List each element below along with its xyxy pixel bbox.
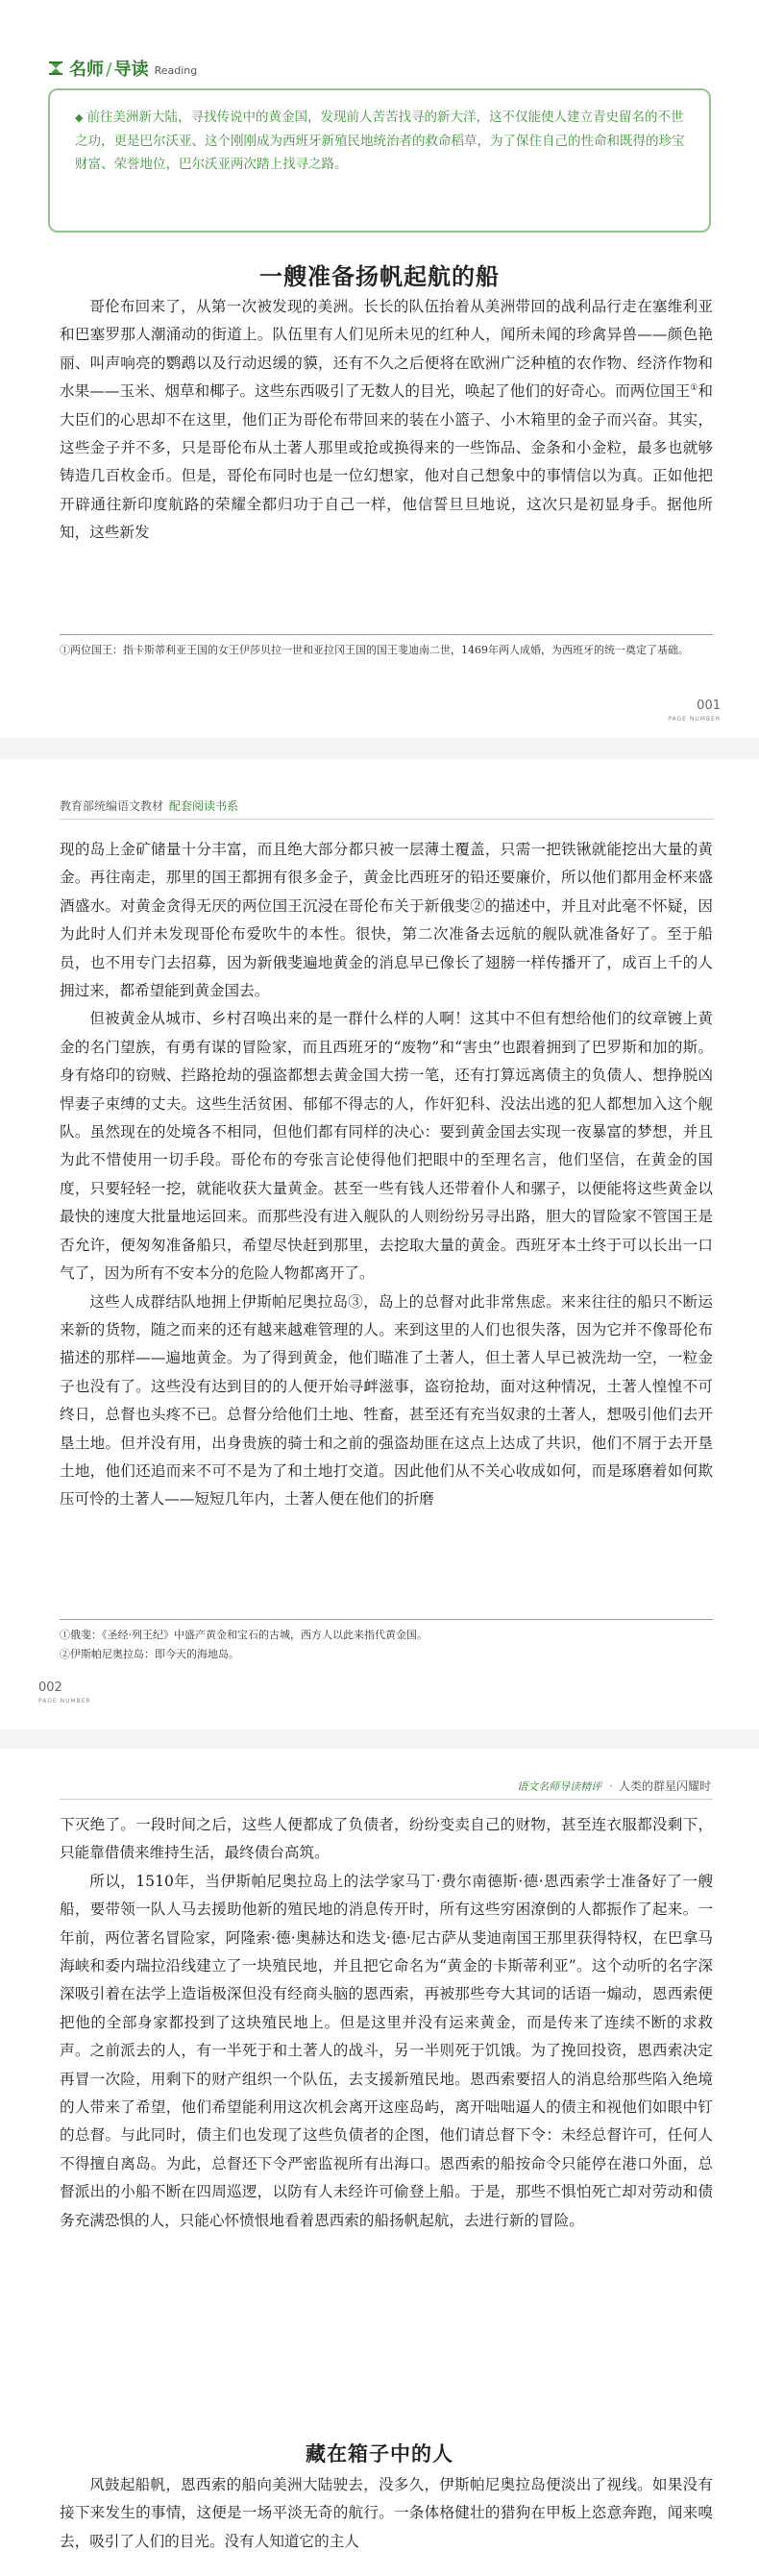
footnote-rule — [60, 1619, 713, 1620]
section-title: 藏在箱子中的人 — [306, 2441, 453, 2466]
reading-intro-box — [48, 88, 711, 233]
footnote: ①俄斐：《圣经·列王纪》中盛产黄金和宝石的古城，西方人以此来指代黄金国。 — [60, 1629, 428, 1641]
running-head — [517, 1778, 711, 1794]
body-text — [60, 2471, 713, 2556]
footnote-mark: ① — [690, 383, 698, 394]
paragraph: 现的岛上金矿储量十分丰富，而且绝大部分都只被一层薄土覆盖，只需一把铁锹就能挖出大量的黄金。再往南走，那里的国王都拥有很多金子，黄金比西班牙的铅还要廉价，所以他们都用金杯来盛酒盛水。对黄金贪得无厌的两位国王沉浸在哥伦布关于新俄斐②的描述中，并且对此毫不怀疑，因为此时人们并未发现哥伦布爱吹牛的本性。很快，第二次准备去远航的舰队就准备好了。至于船员，也不用专门去招募，因为新俄斐遍地黄金的消息早已像长了翅膀一样传播开了，成百上千的人拥过来，都希望能到黄金国去。 — [60, 841, 713, 1000]
paragraph: 风鼓起船帆，恩西索的船向美洲大陆驶去，没多久，伊斯帕尼奥拉岛便淡出了视线。如果没有接下来发生的事情，这便是一场平淡无奇的航行。一条体格健壮的猎狗在甲板上恣意奔跑，闻来嗅去，吸引了人们的目光。没有人知道它的主人 — [60, 2476, 713, 2550]
footnote-rule — [60, 634, 713, 635]
reading-title-en: Reading — [154, 63, 198, 77]
footnotes — [60, 642, 713, 661]
chapter-title: 一艘准备扬帆起航的船 — [259, 262, 500, 290]
running-head-title: 人类的群星闪耀时 — [618, 1779, 711, 1793]
running-head-series: 配套阅读书系 — [169, 799, 239, 813]
header-rule — [60, 819, 713, 820]
page-001 — [0, 0, 759, 738]
page-number: 002 PAGE NUMBER — [38, 1681, 91, 1705]
footnotes — [60, 1627, 713, 1665]
footnote: ②伊斯帕尼奥拉岛：即今天的海地岛。 — [60, 1648, 239, 1660]
reading-header — [48, 56, 197, 81]
running-head — [60, 797, 238, 814]
hourglass-icon — [48, 61, 63, 76]
paragraph: 下灭绝了。一段时间之后，这些人便都成了负债者，纷纷变卖自己的财物，甚至连衣服都没剩下，只能靠借债来维持生活，最终债台高筑。 — [60, 1816, 713, 1862]
body-text — [60, 293, 713, 548]
page-003 — [0, 1749, 759, 2576]
diamond-bullet-icon: ◆ — [75, 111, 84, 124]
running-head-series: 语文名师导读精评 — [517, 1779, 602, 1793]
page-002 — [0, 759, 759, 1730]
reading-intro-text: 前往美洲新大陆，寻找传说中的黄金国，发现前人苦苦找寻的新大洋，这不仅能使人建立青史留名的不世之功，更是巴尔沃亚、这个刚刚成为西班牙新殖民地统治者的救命稻草，为了保住自己的性命和既得的珍宝财富、荣誉地位，巴尔沃亚两次踏上找寻之路。 — [75, 110, 685, 172]
footnote: ①两位国王：指卡斯蒂利亚王国的女王伊莎贝拉一世和亚拉冈王国的国王斐迪南二世，1469年两人成婚，为西班牙的统一奠定了基础。 — [60, 644, 689, 656]
paragraph: 所以，1510年，当伊斯帕尼奥拉岛上的法学家马丁·费尔南德斯·德·恩西索学士准备好了一艘船，要带领一队人马去援助他新的殖民地的消息传开时，所有这些穷困潦倒的人都振作了起来。一年前，两位著名冒险家，阿隆索·德·奥赫达和迭戈·德·尼古萨从斐迪南国王那里获得特权，在巴拿马海峡和委内瑞拉沿线建立了一块殖民地，并且把它命名为“黄金的卡斯蒂利亚”。这个动听的名字深深吸引着在法学上造诣极深但没有经商头脑的恩西索，再被那些夸大其词的话语一煽动，恩西索便把他的全部身家都投到了这块殖民地上。但是这里并没有运来黄金，而是传来了连续不断的求救声。之前派去的人，有一半死于和土著人的战斗，另一半则死于饥饿。为了挽回投资，恩西索决定再冒一次险，用剩下的财产组织一个队伍，去支援新殖民地。恩西索要招人的消息给那些陷入绝境的人带来了希望，他们希望能利用这次机会离开这座岛屿，离开咄咄逼人的债主和视他们如眼中钉的总督。与此同时，债主们也发现了这些负债者的企图，他们请总督下令：未经总督许可，任何人不得擅自离岛。为此，总督还下令严密监视所有出海口。恩西索的船按命令只能停在港口外面，总督派出的小船不断在四周巡逻，以防有人未经许可偷登上船。于是，那些不惧怕死亡却对劳动和债务充满恐惧的人，只能心怀愤恨地看着恩西索的船扬帆起航，去进行新的冒险。 — [60, 1872, 713, 2229]
paragraph: 这些人成群结队地拥上伊斯帕尼奥拉岛③，岛上的总督对此非常焦虑。来来往往的船只不断运来新的货物，随之而来的还有越来越难管理的人。来到这里的人们也很失落，因为它并不像哥伦布描述的那样——遍地黄金。为了得到黄金，他们瞄准了土著人，但土著人早已被洗劫一空，一粒金子也没有了。这些没有达到目的的人便开始寻衅滋事，盗窃抢劫，面对这种情况，土著人惶惶不可终日，总督也头疼不已。总督分给他们土地、牲畜，甚至还有充当奴隶的土著人，想吸引他们去开垦土地。但并没有用，出身贵族的骑士和之前的强盗劫匪在这点上达成了共识，他们不屑于去开垦土地，他们还追而来不可不是为了和土地打交道。因此他们从不关心收成如何，而是琢磨着如何欺压可怜的土著人——短短几年内，土著人便在他们的折磨 — [60, 1292, 713, 1509]
page-number: 001 PAGE NUMBER — [668, 699, 721, 723]
running-head-separator: · — [609, 1779, 613, 1793]
reading-title: 名师 / 导读 — [69, 60, 149, 80]
header-rule — [60, 1799, 713, 1800]
body-text — [60, 836, 713, 1514]
running-head-title: 教育部统编语文教材 — [60, 799, 164, 813]
paragraph: 但被黄金从城市、乡村召唤出来的是一群什么样的人啊！这其中不但有想给他们的纹章镀上黄金的名门望族，有勇有谋的冒险家，而且西班牙的“废物”和“害虫”也跟着拥到了巴罗斯和加的斯。身有烙印的窃贼、拦路抢劫的强盗都想去黄金国大捞一笔，还有打算远离债主的负债人、想挣脱凶悍妻子束缚的丈夫。这些生活贫困、郁郁不得志的人，作奸犯科、没法出逃的犯人都想加入这个舰队。虽然现在的处境各不相同，但他们都有同样的决心：要到黄金国去实现一夜暴富的梦想，并且为此不惜使用一切手段。哥伦布的夸张言论使得他们把眼中的至理名言，他们坚信，在黄金的国度，只要轻轻一挖，就能收获大量黄金。甚至一些有钱人还带着仆人和骡子，以便能将这些黄金以最快的速度大批量地运回来。而那些没有进入舰队的人则纷纷另寻出路，胆大的冒险家不管国王是否允许，便匆匆准备船只，希望尽快赶到那里，去挖取大量的黄金。西班牙本土终于可以长出一口气了，因为所有不安本分的危险人物都离开了。 — [60, 1010, 713, 1283]
body-text — [60, 1811, 713, 2235]
paragraph: 哥伦布回来了，从第一次被发现的美洲。长长的队伍抬着从美洲带回的战利品行走在塞维利亚和巴塞罗那人潮涌动的街道上。队伍里有人们见所未见的红种人，闻所未闻的珍禽异兽——颜色艳丽、叫声响亮的鹦鹉以及行动迟缓的貘，还有不久之后便将在欧洲广泛种植的农作物、经济作物和水果——玉米、烟草和椰子。这些东西吸引了无数人的目光，唤起了他们的好奇心。而两位国王①和大臣们的心思却不在这里，他们正为哥伦布带回来的装在小篮子、小木箱里的金子而兴奋。其实，这些金子并不多，只是哥伦布从土著人那里或抢或换得来的一些饰品、金条和小金粒，最多也就够铸造几百枚金币。但是，哥伦布同时也是一位幻想家，他对自己想象中的事情信以为真。正如他把开辟通往新印度航路的荣耀全都归功于自己一样，他信誓旦旦地说，这次只是初显身手。据他所知，这些新发 — [60, 298, 713, 542]
